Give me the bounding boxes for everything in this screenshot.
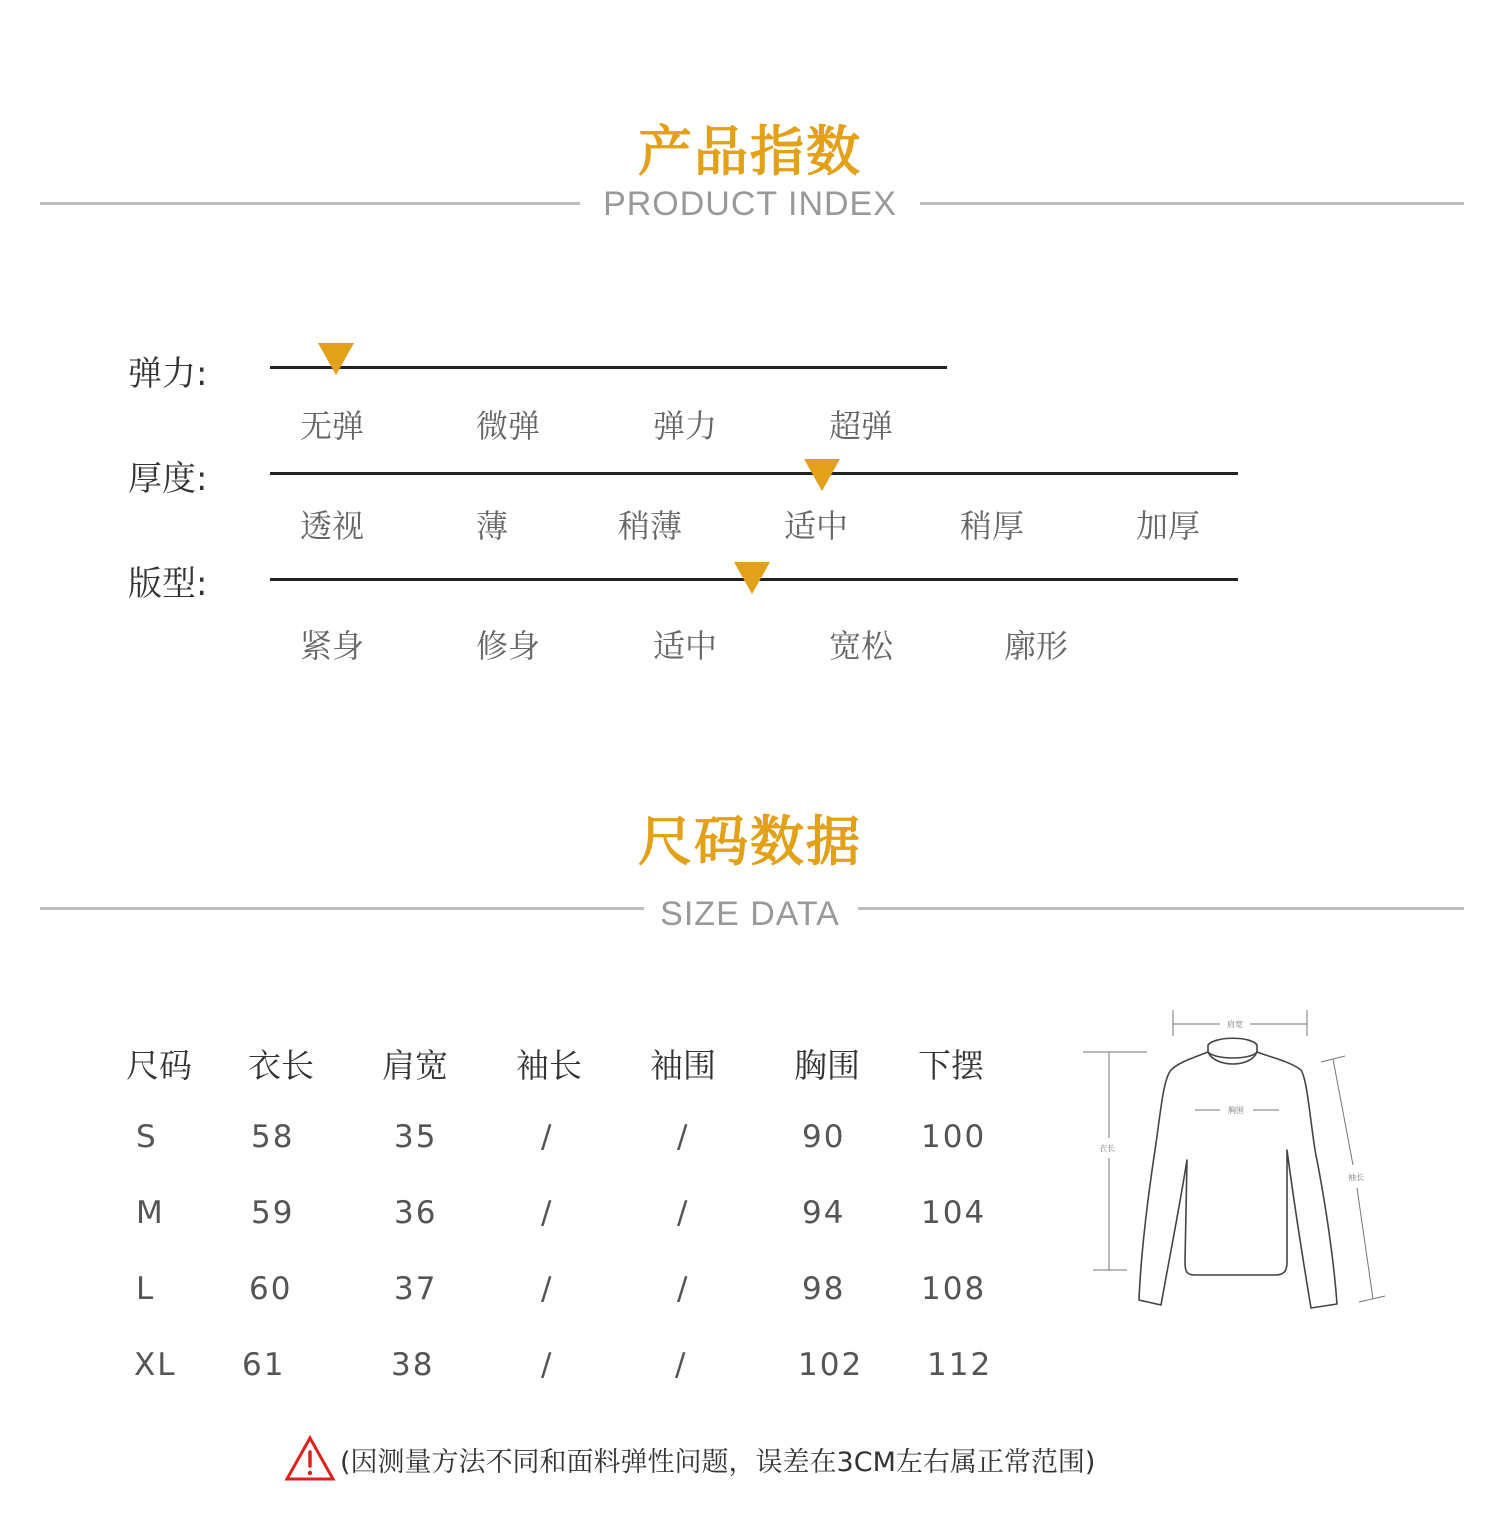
elasticity-option: 微弹 (476, 407, 541, 445)
elasticity-marker-icon (318, 343, 354, 375)
thickness-option: 透视 (300, 507, 365, 545)
elasticity-label: 弹力: (128, 354, 208, 394)
fit-option: 适中 (653, 627, 718, 665)
table-cell: / (677, 1271, 690, 1307)
thickness-label: 厚度: (128, 459, 208, 499)
diagram-chest-label: 胸围 (1228, 1106, 1244, 1115)
table-header: 衣长 (248, 1046, 314, 1085)
table-header: 袖长 (516, 1046, 582, 1085)
measurement-note: (因测量方法不同和面料弹性问题，误差在3CM左右属正常范围) (340, 1447, 1096, 1478)
garment-diagram (1075, 1000, 1395, 1320)
table-cell: / (541, 1271, 554, 1307)
table-cell: 98 (802, 1271, 846, 1307)
table-cell: M (136, 1195, 165, 1231)
elasticity-option: 超弹 (829, 407, 894, 445)
table-cell: 58 (251, 1119, 295, 1155)
product-index-title: 产品指数 (638, 120, 862, 183)
table-cell: 94 (802, 1195, 846, 1231)
fit-option: 宽松 (829, 627, 894, 665)
table-cell: 104 (921, 1195, 987, 1231)
table-cell: 112 (927, 1347, 993, 1383)
table-cell: / (677, 1119, 690, 1155)
table-cell: / (541, 1119, 554, 1155)
table-header: 尺码 (126, 1046, 192, 1085)
thickness-option: 适中 (784, 507, 849, 545)
thickness-option: 加厚 (1136, 507, 1201, 545)
table-header: 肩宽 (382, 1046, 448, 1085)
table-cell: 38 (391, 1347, 435, 1383)
thickness-track (270, 472, 1238, 475)
fit-label: 版型: (128, 564, 208, 604)
thickness-marker-icon (804, 459, 840, 491)
fit-option: 紧身 (300, 627, 365, 665)
table-cell: 108 (921, 1271, 987, 1307)
table-cell: / (677, 1195, 690, 1231)
table-cell: 90 (802, 1119, 846, 1155)
elasticity-option: 弹力 (653, 407, 718, 445)
title-divider-right (858, 907, 1464, 910)
table-cell: 61 (242, 1347, 286, 1383)
table-cell: XL (134, 1347, 177, 1383)
diagram-length-label: 衣长 (1099, 1144, 1115, 1153)
warning-icon (284, 1434, 336, 1482)
table-cell: 36 (394, 1195, 438, 1231)
sweater-outline-icon (1139, 1038, 1337, 1308)
table-cell: S (136, 1119, 158, 1155)
fit-marker-icon (734, 562, 770, 594)
fit-option: 修身 (476, 627, 541, 665)
thickness-option: 稍厚 (960, 507, 1025, 545)
table-cell: 35 (394, 1119, 438, 1155)
elasticity-track (270, 366, 947, 369)
table-cell: 102 (798, 1347, 864, 1383)
table-header: 袖围 (650, 1046, 716, 1085)
thickness-option: 薄 (476, 507, 509, 545)
table-cell: L (136, 1271, 156, 1307)
table-header: 下摆 (918, 1046, 984, 1085)
product-index-subtitle: PRODUCT INDEX (603, 185, 897, 223)
table-cell: / (541, 1347, 554, 1383)
size-data-title: 尺码数据 (638, 810, 862, 873)
table-cell: / (541, 1195, 554, 1231)
table-cell: 60 (249, 1271, 293, 1307)
size-data-subtitle: SIZE DATA (660, 895, 840, 933)
table-cell: / (675, 1347, 688, 1383)
elasticity-option: 无弹 (300, 407, 365, 445)
table-cell: 37 (394, 1271, 438, 1307)
diagram-shoulder-label: 肩宽 (1227, 1020, 1243, 1029)
table-header: 胸围 (794, 1046, 860, 1085)
table-cell: 59 (251, 1195, 295, 1231)
table-cell: 100 (921, 1119, 987, 1155)
fit-option: 廓形 (1004, 627, 1069, 665)
title-divider-right (920, 202, 1464, 205)
diagram-sleeve-label: 袖长 (1348, 1173, 1364, 1182)
thickness-option: 稍薄 (618, 507, 683, 545)
